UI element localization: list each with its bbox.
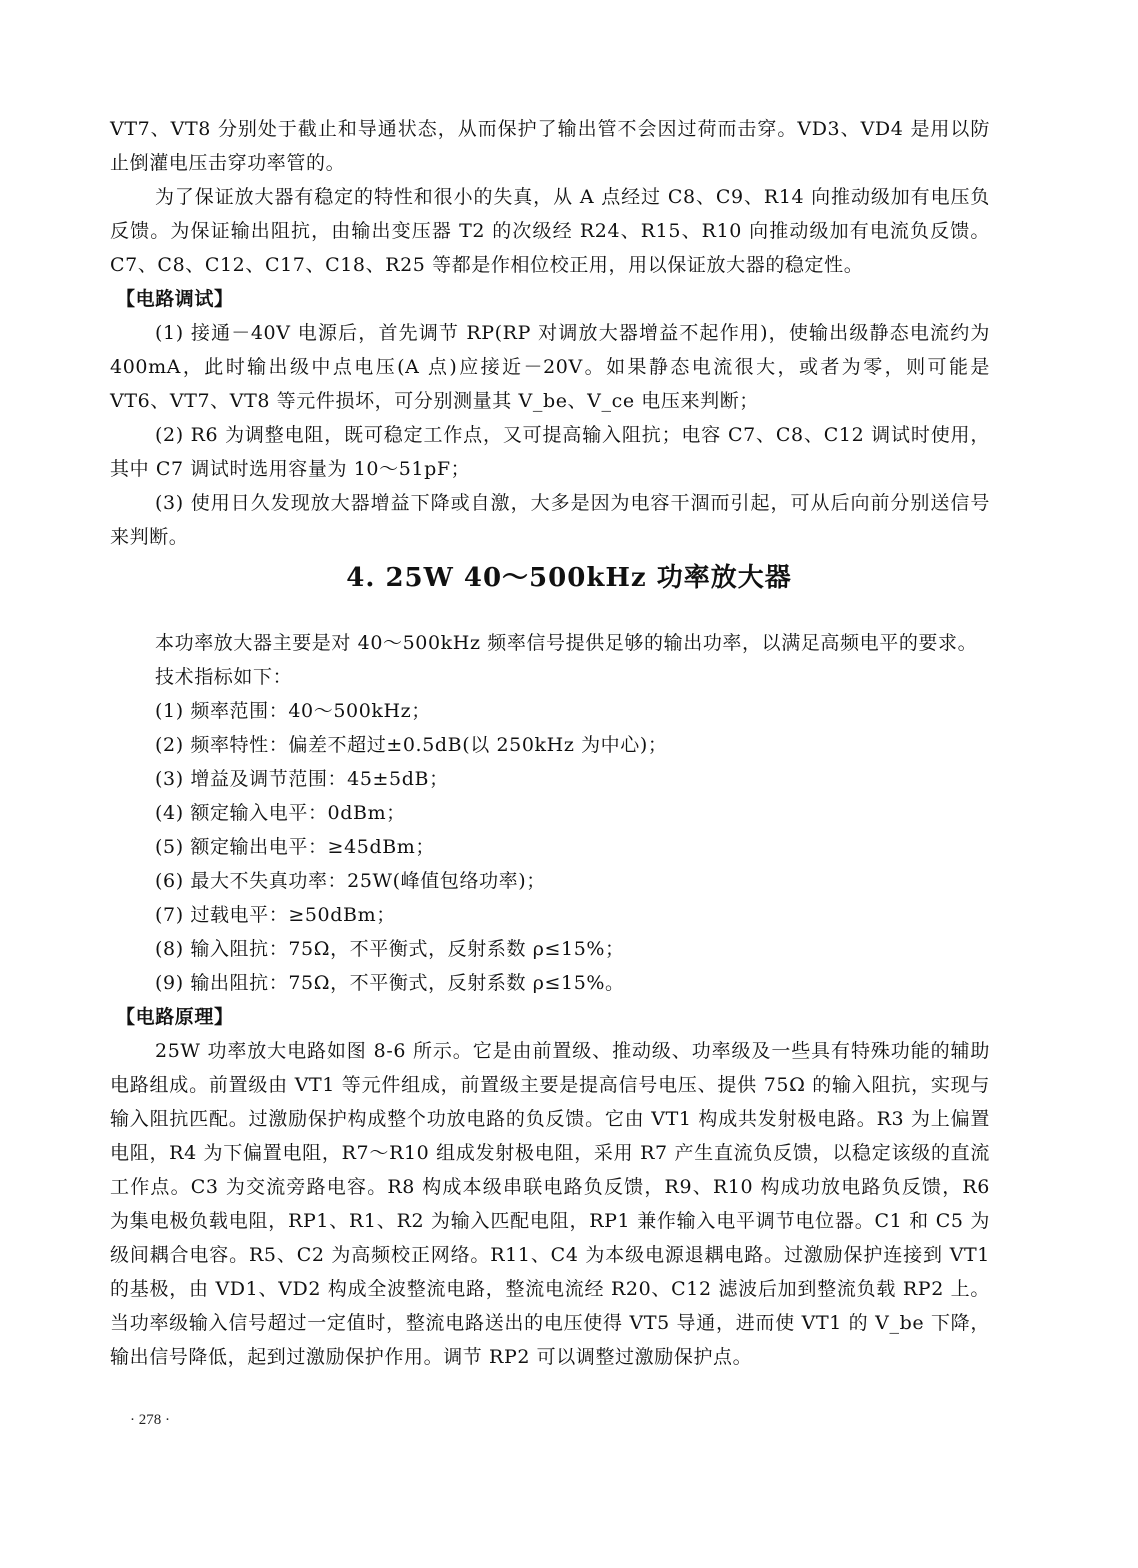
top-text-block [110,112,990,554]
spec-item: (3) 增益及调节范围：45±5dB； [155,768,449,790]
debug-step-1: (1) 接通－40V 电源后，首先调节 RP(RP 对调放大器增益不起作用)，使输出级静态电流约为 400mA，此时输出级中点电压(A 点)应接近－20V。如果静态电流很大，或者为零，则可能是 VT6、VT7、VT8 等元件损坏，可分别测量其 V_be、V_ce 电压来判断； [110,322,990,412]
heading-circuit-principle: 【电路原理】 [116,1006,234,1028]
spec-item: (2) 频率特性：偏差不超过±0.5dB(以 250kHz 为中心)； [155,734,668,756]
spec-intro: 技术指标如下： [155,666,293,688]
section-title: 4. 25W 40～500kHz 功率放大器 [346,563,792,593]
debug-step-3: (3) 使用日久发现放大器增益下降或自激，大多是因为电容干涸而引起，可从后向前分别送信号来判断。 [110,492,990,548]
page-number: · 278 · [130,1412,170,1428]
debug-step-2: (2) R6 为调整电阻，既可稳定工作点，又可提高输入阻抗；电容 C7、C8、C12 调试时使用，其中 C7 调试时选用容量为 10～51pF； [110,424,990,480]
paragraph-protection: VT7、VT8 分别处于截止和导通状态，从而保护了输出管不会因过荷而击穿。VD3、VD4 是用以防止倒灌电压击穿功率管的。 [110,118,990,174]
spec-item: (1) 频率范围：40～500kHz； [155,700,431,722]
spec-item: (6) 最大不失真功率：25W(峰值包络功率)； [155,870,546,892]
section-intro: 本功率放大器主要是对 40～500kHz 频率信号提供足够的输出功率，以满足高频电平的要求。 [155,632,978,654]
paragraph-feedback: 为了保证放大器有稳定的特性和很小的失真，从 A 点经过 C8、C9、R14 向推动级加有电压负反馈。为保证输出阻抗，由输出变压器 T2 的次级经 R24、R15、R10 向推动级加有电流负反馈。C7、C8、C12、C17、C18、R25 等都是作相位校正用，用以保证放大器的稳定性。 [110,186,990,276]
spec-item: (4) 额定输入电平：0dBm； [155,802,406,824]
paragraph-principle: 25W 功率放大电路如图 8-6 所示。它是由前置级、推动级、功率级及一些具有特殊功能的辅助电路组成。前置级由 VT1 等元件组成，前置级主要是提高信号电压、提供 75Ω 的输入阻抗，实现与输入阻抗匹配。过激励保护构成整个功放电路的负反馈。它由 VT1 构成共发射极电路。R3 为上偏置电阻，R4 为下偏置电阻，R7～R10 组成发射极电阻，采用 R7 产生直流负反馈，以稳定该级的直流工作点。C3 为交流旁路电容。R8 构成本级串联电路负反馈，R9、R10 构成功放电路负反馈，R6 为集电极负载电阻，RP1、R1、R2 为输入匹配电阻，RP1 兼作输入电平调节电位器。C1 和 C5 为级间耦合电容。R5、C2 为高频校正网络。R11、C4 为本级电源退耦电路。过激励保护连接到 VT1 的基极，由 VD1、VD2 构成全波整流电路，整流电流经 R20、C12 滤波后加到整流负载 RP2 上。当功率级输入信号超过一定值时，整流电路送出的电压使得 VT5 导通，进而使 VT1 的 V_be 下降，输出信号降低，起到过激励保护作用。调节 RP2 可以调整过激励保护点。 [110,1040,990,1368]
spec-item: (7) 过载电平：≥50dBm； [155,904,396,926]
spec-item: (5) 额定输出电平：≥45dBm； [155,836,435,858]
section-body [110,626,990,1374]
spec-item: (8) 输入阻抗：75Ω，不平衡式，反射系数 ρ≤15%； [155,938,625,960]
heading-circuit-debug: 【电路调试】 [116,288,234,310]
spec-item: (9) 输出阻抗：75Ω，不平衡式，反射系数 ρ≤15%。 [155,972,625,994]
